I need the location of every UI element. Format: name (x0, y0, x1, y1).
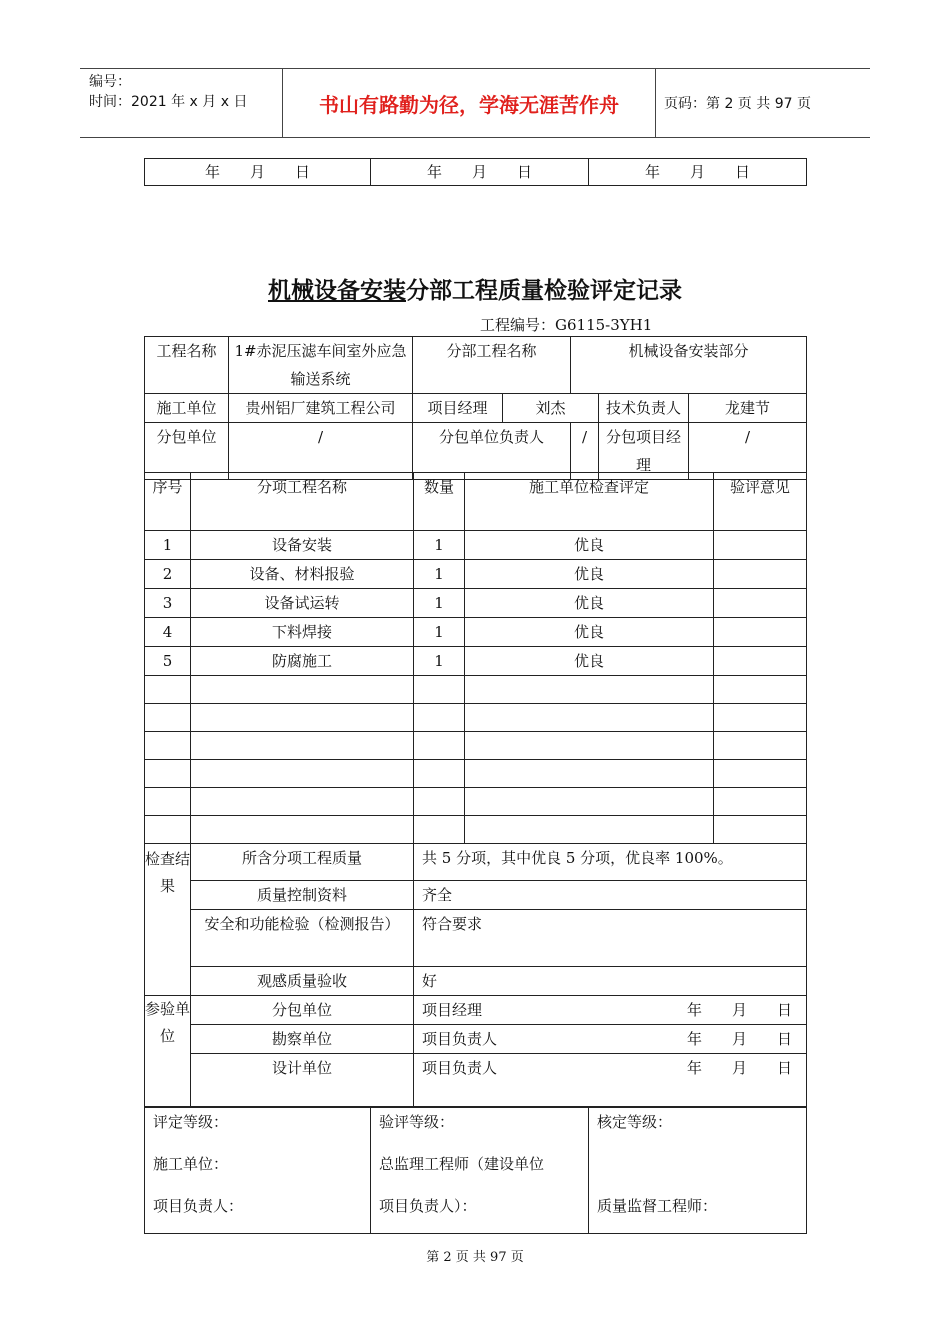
item-opinion (714, 531, 807, 560)
check-key: 观感质量验收 (191, 967, 414, 996)
time-label: 时间：2021 年 x 月 x 日 (89, 94, 248, 110)
item-eval: 优良 (465, 647, 714, 676)
header-meta (80, 69, 282, 137)
sub-head: / (571, 423, 599, 480)
participant-unit: 设计单位 (191, 1054, 414, 1108)
project-code: 工程编号：G6115-3YH1 (480, 316, 653, 334)
header-motto: 书山有路勤为径，学海无涯苦作舟 (282, 69, 656, 137)
sub-unit-label: 分包单位 (145, 423, 229, 480)
check-key: 所含分项工程质量 (191, 844, 414, 881)
participant-date: 年 月 日 (686, 1030, 792, 1048)
project-name: 1#赤泥压滤车间室外应急输送系统 (229, 337, 413, 394)
check-key: 安全和功能检验（检测报告） (191, 910, 414, 967)
item-name: 下料焊接 (191, 618, 414, 647)
page-title (0, 272, 950, 305)
check-value: 共 5 分项，其中优良 5 分项，优良率 100%。 (414, 844, 807, 881)
item-opinion (714, 589, 807, 618)
project-lead-label: 项目负责人： (153, 1197, 244, 1215)
blank-line (597, 1149, 806, 1191)
item-seq: 3 (145, 589, 191, 618)
item-name: 防腐施工 (191, 647, 414, 676)
sub-unit: / (229, 423, 413, 480)
col-name: 分项工程名称 (191, 473, 414, 531)
table-row (145, 618, 807, 647)
item-opinion (714, 560, 807, 589)
info-table (144, 336, 807, 480)
participant-unit: 勘察单位 (191, 1025, 414, 1054)
item-eval: 优良 (465, 531, 714, 560)
check-value: 符合要求 (414, 910, 807, 967)
builder-label: 施工单位 (145, 394, 229, 423)
participant-person: 项目负责人 (422, 1030, 498, 1048)
col-eval: 施工单位检查评定 (465, 473, 714, 531)
title-underlined: 机械设备安装 (268, 277, 406, 304)
participant-date: 年 月 日 (686, 1059, 792, 1077)
item-qty: 1 (414, 618, 465, 647)
grade-col-1 (145, 1107, 371, 1234)
participant-person: 项目负责人 (422, 1059, 498, 1077)
participants-label: 参验单位 (145, 996, 191, 1108)
empty-row (145, 816, 807, 844)
page-footer: 第 2 页 共 97 页 (426, 1250, 524, 1265)
tech-label: 技术负责人 (599, 394, 689, 423)
col-qty: 数量 (414, 473, 465, 531)
pm-label: 项目经理 (413, 394, 503, 423)
builder: 贵州铝厂建筑工程公司 (229, 394, 413, 423)
item-opinion (714, 618, 807, 647)
table-row (145, 589, 807, 618)
col-seq: 序号 (145, 473, 191, 531)
item-seq: 5 (145, 647, 191, 676)
participant-sign (414, 1054, 807, 1108)
grade-col-3 (589, 1107, 807, 1234)
item-seq: 4 (145, 618, 191, 647)
check-value: 好 (414, 967, 807, 996)
item-name: 设备、材料报验 (191, 560, 414, 589)
item-eval: 优良 (465, 560, 714, 589)
subpart-name: 机械设备安装部分 (571, 337, 807, 394)
empty-row (145, 760, 807, 788)
check-key: 质量控制资料 (191, 881, 414, 910)
participant-sign (414, 996, 807, 1025)
header-page-info: 页码：第 2 页 共 97 页 (664, 96, 811, 112)
item-eval: 优良 (465, 589, 714, 618)
quality-supervisor-label: 质量监督工程师： (597, 1197, 718, 1215)
verify-grade-label: 核定等级： (597, 1113, 673, 1131)
check-label: 检查结果 (145, 844, 191, 996)
table-row (145, 531, 807, 560)
col-opinion: 验评意见 (714, 473, 807, 531)
sub-pm-label: 分包项目经理 (599, 423, 689, 480)
sub-head-label: 分包单位负责人 (413, 423, 571, 480)
grade-col-2 (371, 1107, 589, 1234)
table-row (145, 560, 807, 589)
participant-date: 年 月 日 (686, 1001, 792, 1019)
check-value: 齐全 (414, 881, 807, 910)
chief-supervisor-label: 总监理工程师（建设单位 (379, 1155, 545, 1173)
item-qty: 1 (414, 560, 465, 589)
sub-pm: / (689, 423, 807, 480)
items-table (144, 472, 807, 1108)
page-header (80, 68, 870, 138)
date-cell: 年 月 日 (145, 159, 371, 186)
empty-row (145, 704, 807, 732)
empty-row (145, 732, 807, 760)
signature-table (144, 1106, 807, 1234)
eval-grade-label: 验评等级： (379, 1113, 455, 1131)
subpart-name-label: 分部工程名称 (413, 337, 571, 394)
participant-unit: 分包单位 (191, 996, 414, 1025)
item-seq: 2 (145, 560, 191, 589)
date-cell: 年 月 日 (589, 159, 807, 186)
builder-sign-label: 施工单位： (153, 1155, 229, 1173)
pm-name: 刘杰 (503, 394, 599, 423)
grade-label: 评定等级： (153, 1113, 229, 1131)
item-name: 设备安装 (191, 531, 414, 560)
title-rest: 分部工程质量检验评定记录 (406, 277, 682, 304)
date-cell: 年 月 日 (371, 159, 589, 186)
owner-lead-label: 项目负责人）： (379, 1197, 477, 1215)
item-name: 设备试运转 (191, 589, 414, 618)
top-date-table (144, 158, 807, 186)
project-name-label: 工程名称 (145, 337, 229, 394)
item-qty: 1 (414, 647, 465, 676)
empty-row (145, 676, 807, 704)
item-seq: 1 (145, 531, 191, 560)
empty-row (145, 788, 807, 816)
item-qty: 1 (414, 531, 465, 560)
item-eval: 优良 (465, 618, 714, 647)
item-opinion (714, 647, 807, 676)
serial-label: 编号： (89, 74, 131, 90)
tech-name: 龙建节 (689, 394, 807, 423)
participant-person: 项目经理 (422, 1001, 483, 1019)
item-qty: 1 (414, 589, 465, 618)
participant-sign (414, 1025, 807, 1054)
table-row (145, 647, 807, 676)
